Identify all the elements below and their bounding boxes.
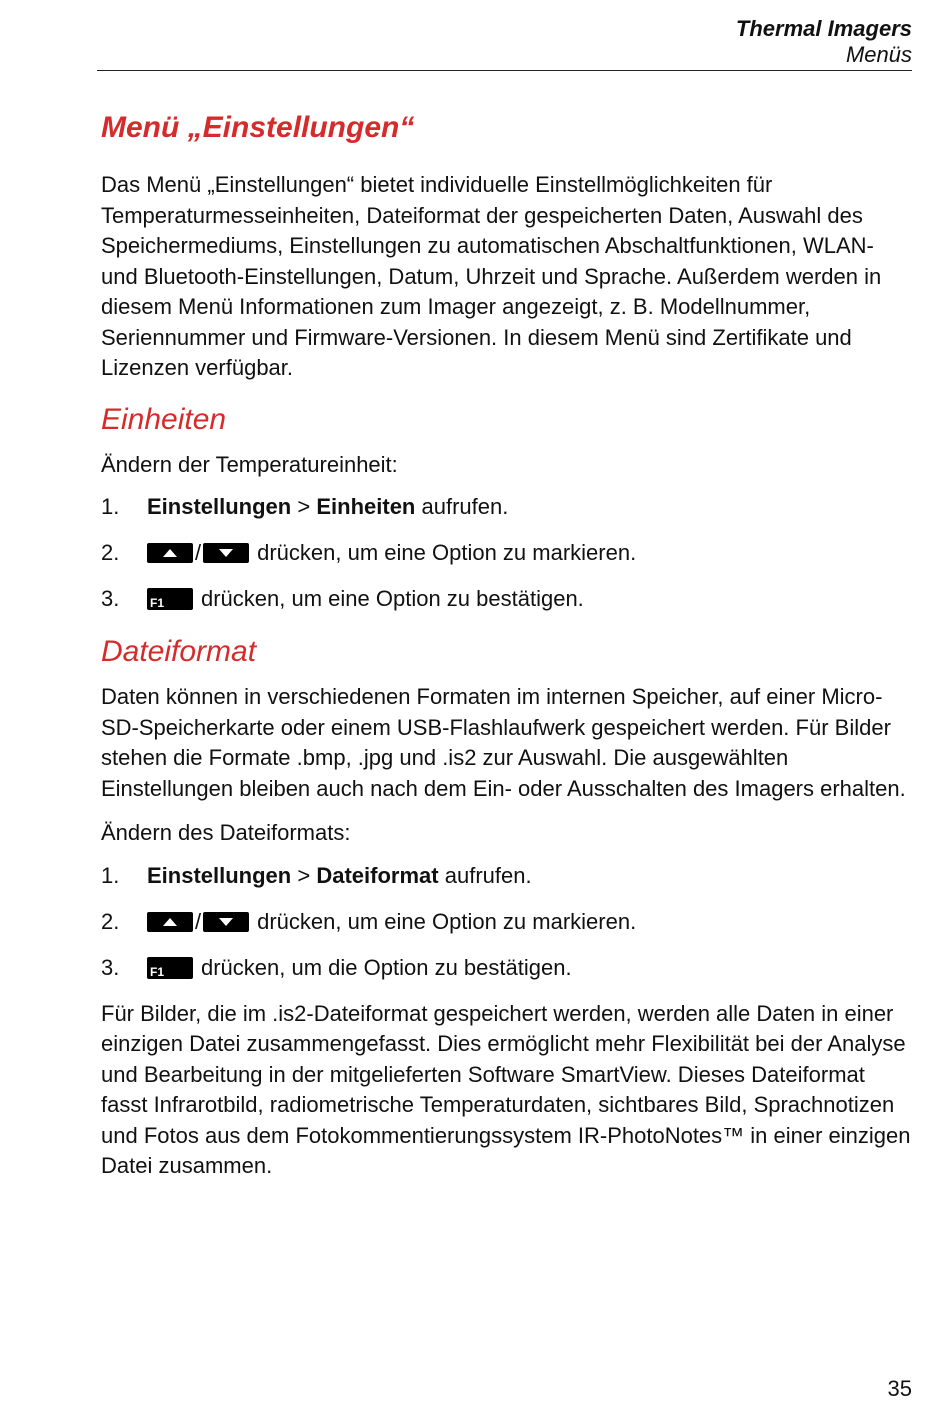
section-heading-units: Einheiten [101,402,227,436]
is2-format-paragraph: Für Bilder, die im .is2-Dateiformat gespeichert werden, werden alle Daten in einer einzigen Datei zusammengefasst. Dies ermöglicht mehr Flexibilität bei der Analyse und Bearbeitung in der mitgelieferten Software SmartView. Dieses Dateiformat fasst Infrarotbild, radiometrische Temperaturdaten, sichtbares Bild, Sprachnotizen und Fotos aus dem Fotokommentierungssystem IR-PhotoNotes™ in einer einzigen Datei zusammen. [101,1000,911,1178]
step-number: 3. [101,586,120,611]
key-separator: / [195,908,202,934]
fileformat-step-2 [101,907,913,937]
header-rule [97,70,912,71]
menu-name: Einstellungen [147,862,292,888]
step-number: 2. [101,540,120,565]
up-arrow-key-icon [147,912,193,932]
key-separator: / [195,540,202,565]
units-step-3 [101,584,913,614]
step-text: drücken, um die Option zu bestätigen. [201,954,572,980]
f1-key-icon: F1 [147,588,193,610]
step-suffix: aufrufen. [421,494,509,519]
units-step-2 [101,538,913,568]
menu-separator: > [297,494,311,519]
section-heading-fileformat: Dateiformat [101,635,257,668]
menu-separator: > [297,862,311,888]
units-step-1 [101,492,913,522]
step-number: 1. [101,494,120,519]
fileformat-step-3 [101,953,913,983]
step-number: 1. [101,862,120,888]
down-arrow-key-icon [203,912,249,932]
page-title: Menü „Einstellungen“ [101,111,415,144]
fileformat-paragraph: Daten können in verschiedenen Formaten im internen Speicher, auf einer Micro-SD-Speicherkarte oder einem USB-Flashlaufwerk gespeichert werden. Für Bilder stehen die Formate .bmp, .jpg und .is2 zur Auswahl. Die ausgewählten Einstellungen bleiben auch nach dem Ein- oder Ausschalten des Imagers erhalten. [101,684,906,801]
step-suffix: aufrufen. [444,862,532,888]
menu-item: Dateiformat [316,862,439,888]
running-header [736,16,912,68]
intro-paragraph: Das Menü „Einstellungen“ bietet individuelle Einstellmöglichkeiten für Temperaturmesseinheiten, Dateiformat der gespeicherten Daten, Auswahl des Speichermediums, Einstellungen zu automatischen Abschaltfunktionen, WLAN- und Bluetooth-Einstellungen, Datum, Uhrzeit und Sprache. Außerdem werden in diesem Menü Informationen zum Imager angezeigt, z. B. Modellnummer, Seriennummer und Firmware-Versionen. In diesem Menü sind Zertifikate und Lizenzen verfügbar. [101,172,882,380]
step-number: 2. [101,908,120,934]
fileformat-lead: Ändern des Dateiformats: [101,820,351,845]
menu-name: Einstellungen [147,494,292,519]
menu-item: Einheiten [316,494,416,519]
page-content [101,106,913,1196]
f1-key-icon: F1 [147,957,193,979]
step-number: 3. [101,954,120,980]
step-text: drücken, um eine Option zu markieren. [257,540,637,565]
step-text [147,861,532,891]
header-subtitle: Menüs [845,42,912,67]
step-text: drücken, um eine Option zu markieren. [257,908,637,934]
down-arrow-key-icon [203,543,249,563]
page-number: 35 [887,1376,912,1401]
step-text: drücken, um eine Option zu bestätigen. [201,586,584,611]
up-arrow-key-icon [147,543,193,563]
units-lead: Ändern der Temperatureinheit: [101,451,398,477]
header-title: Thermal Imagers [735,16,912,41]
step-text [147,492,508,522]
fileformat-step-1 [101,861,913,891]
